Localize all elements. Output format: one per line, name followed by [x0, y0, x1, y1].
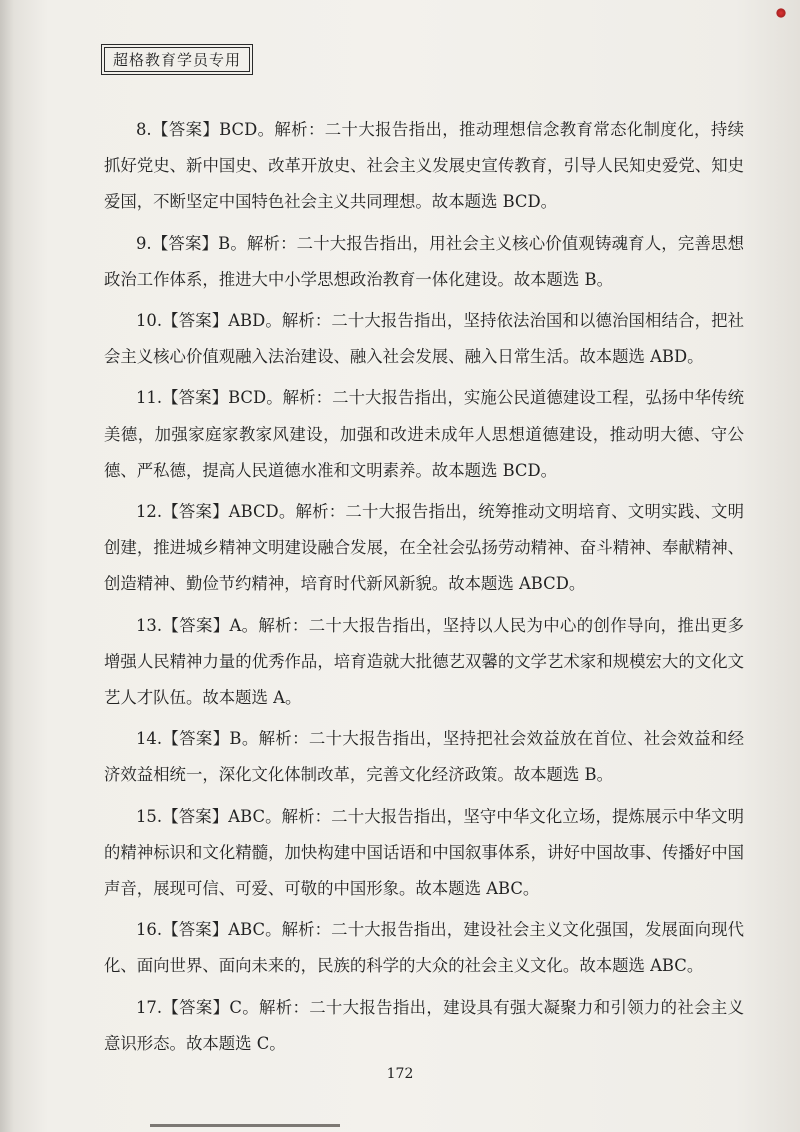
answer-entry-15: 15.【答案】ABC。解析：二十大报告指出，坚守中华文化立场，提炼展示中华文明的精神标识和文化精髓，加快构建中国话语和中国叙事体系，讲好中国故事、传播好中国声音，展现可信、可爱、可敬的中国形象。故本题选 ABC。 [104, 806, 744, 899]
answer-entry-17: 17.【答案】C。解析：二十大报告指出，建设具有强大凝聚力和引领力的社会主义意识形态。故本题选 C。 [104, 997, 744, 1053]
header-label: 超格教育学员专用 [104, 47, 250, 72]
page-shadow-edge [0, 0, 14, 1132]
answer-entry-12: 12.【答案】ABCD。解析：二十大报告指出，统筹推动文明培育、文明实践、文明创建，推进城乡精神文明建设融合发展，在全社会弘扬劳动精神、奋斗精神、奉献精神、创造精神、勤俭节约精神，培育时代新风新貌。故本题选 ABCD。 [104, 502, 744, 594]
corner-mark [776, 8, 786, 18]
answer-entry-14: 14.【答案】B。解析：二十大报告指出，坚持把社会效益放在首位、社会效益和经济效益相统一，深化文化体制改革，完善文化经济政策。故本题选 B。 [104, 729, 744, 785]
page-number: 172 [386, 1066, 414, 1082]
bottom-edge-line [150, 1124, 340, 1127]
answer-entry-8: 8.【答案】BCD。解析：二十大报告指出，推动理想信念教育常态化制度化，持续抓好党史、新中国史、改革开放史、社会主义发展史宣传教育，引导人民知史爱党、知史爱国，不断坚定中国特色社会主义共同理想。故本题选 BCD。 [104, 120, 744, 212]
answer-list [104, 112, 744, 1067]
answer-entry-11: 11.【答案】BCD。解析：二十大报告指出，实施公民道德建设工程，弘扬中华传统美德，加强家庭家教家风建设，加强和改进未成年人思想道德建设，推动明大德、守公德、严私德，提高人民道德水准和文明素养。故本题选 BCD。 [104, 388, 744, 480]
answer-entry-16: 16.【答案】ABC。解析：二十大报告指出，建设社会主义文化强国，发展面向现代化、面向世界、面向未来的，民族的科学的大众的社会主义文化。故本题选 ABC。 [104, 920, 744, 976]
answer-entry-9: 9.【答案】B。解析：二十大报告指出，用社会主义核心价值观铸魂育人，完善思想政治工作体系，推进大中小学思想政治教育一体化建设。故本题选 B。 [104, 233, 744, 289]
answer-entry-10: 10.【答案】ABD。解析：二十大报告指出，坚持依法治国和以德治国相结合，把社会主义核心价值观融入法治建设、融入社会发展、融入日常生活。故本题选 ABD。 [104, 311, 744, 367]
answer-entry-13: 13.【答案】A。解析：二十大报告指出，坚持以人民为中心的创作导向，推出更多增强人民精神力量的优秀作品，培育造就大批德艺双馨的文学艺术家和规模宏大的文化文艺人才队伍。故本题选 A。 [104, 615, 744, 708]
